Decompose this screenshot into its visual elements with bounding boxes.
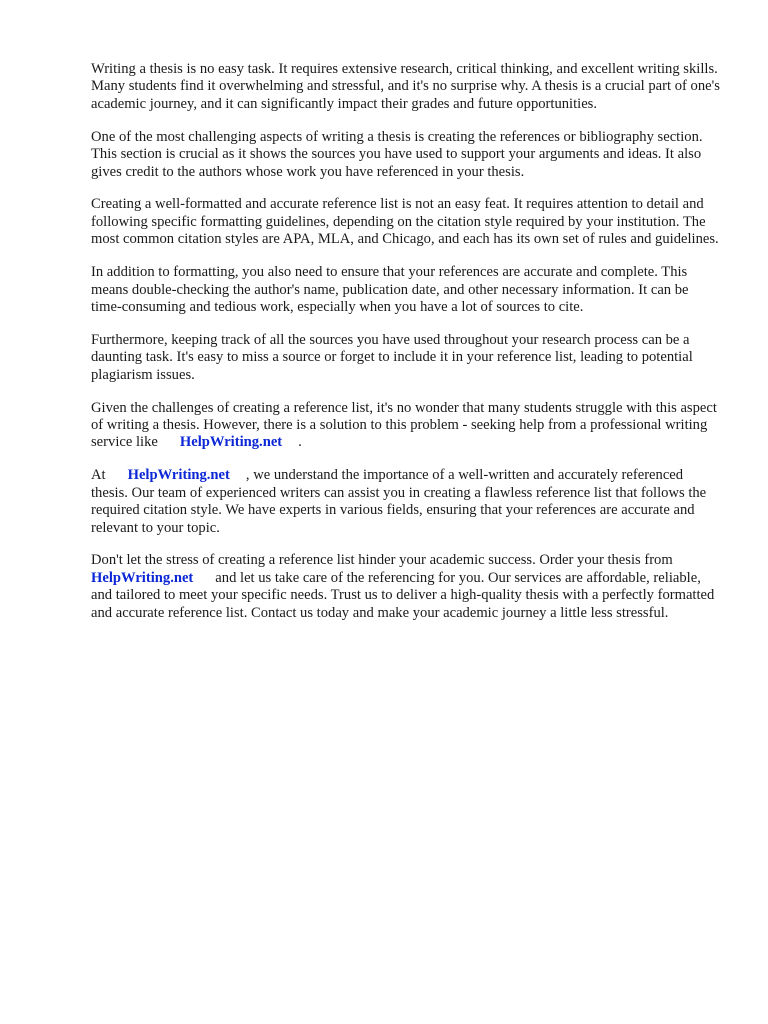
paragraph-intro: Writing a thesis is no easy task. It requires extensive research, critical thinking, and excellent writing skills. Many students find it overwhelming and stressful, and it's no surprise why. A thesis is a crucial part of one's academic journey, and it can significantly impact their grades and future opportunities. <box>91 61 720 112</box>
paragraph-solution-end: . <box>298 434 302 451</box>
paragraph-service-start: At <box>91 467 106 484</box>
helpwriting-link-3[interactable]: HelpWriting.net <box>91 569 194 586</box>
paragraph-call-to-action-text: and let us take care of the referencing for you. Our services are affordable, reliable, and tailored to meet your specific needs. Trust us to deliver a high-quality thesis with a perfectly formatted and accurate reference list. Contact us today and make your academic journey a little less stressful. <box>91 569 715 621</box>
paragraph-accuracy: In addition to formatting, you also need to ensure that your references are accurate and complete. This means double-checking the author's name, publication date, and other necessary information. It can be time-consuming and tedious work, especially when you have a lot of sources to cite. <box>91 264 689 315</box>
document-body <box>91 61 721 638</box>
helpwriting-link-2[interactable]: HelpWriting.net <box>127 467 230 484</box>
paragraph-formatting: Creating a well-formatted and accurate reference list is not an easy feat. It requires attention to detail and following specific formatting guidelines, depending on the citation style required by your institution. The most common citation styles are APA, MLA, and Chicago, and each has its own set of rules and guidelines. <box>91 196 719 248</box>
paragraph-call-to-action <box>91 552 721 622</box>
paragraph-solution <box>91 400 721 452</box>
paragraph-tracking-sources: Furthermore, keeping track of all the sources you have used throughout your research process can be a daunting task. It's easy to miss a source or forget to include it in your reference list, leading to potential plagiarism issues. <box>91 331 693 383</box>
paragraph-solution-text: Given the challenges of creating a reference list, it's no wonder that many students struggle with this aspect of writing a thesis. However, there is a solution to this problem - seeking help from a professional writing service like <box>91 399 717 451</box>
paragraph-service <box>91 467 721 537</box>
paragraph-call-to-action-start: Don't let the stress of creating a reference list hinder your academic success. Order your thesis from <box>91 552 673 569</box>
helpwriting-link-1[interactable]: HelpWriting.net <box>179 434 283 451</box>
paragraph-service-text: , we understand the importance of a well-written and accurately referenced thesis. Our team of experienced writers can assist you in creating a flawless reference list that follows the required citation style. We have experts in various fields, ensuring that your references are accurate and relevant to your topic. <box>91 467 707 536</box>
paragraph-references-challenge: One of the most challenging aspects of writing a thesis is creating the references or bibliography section. This section is crucial as it shows the sources you have used to support your arguments and ideas. It also gives credit to the authors whose work you have referenced in your thesis. <box>91 128 703 180</box>
